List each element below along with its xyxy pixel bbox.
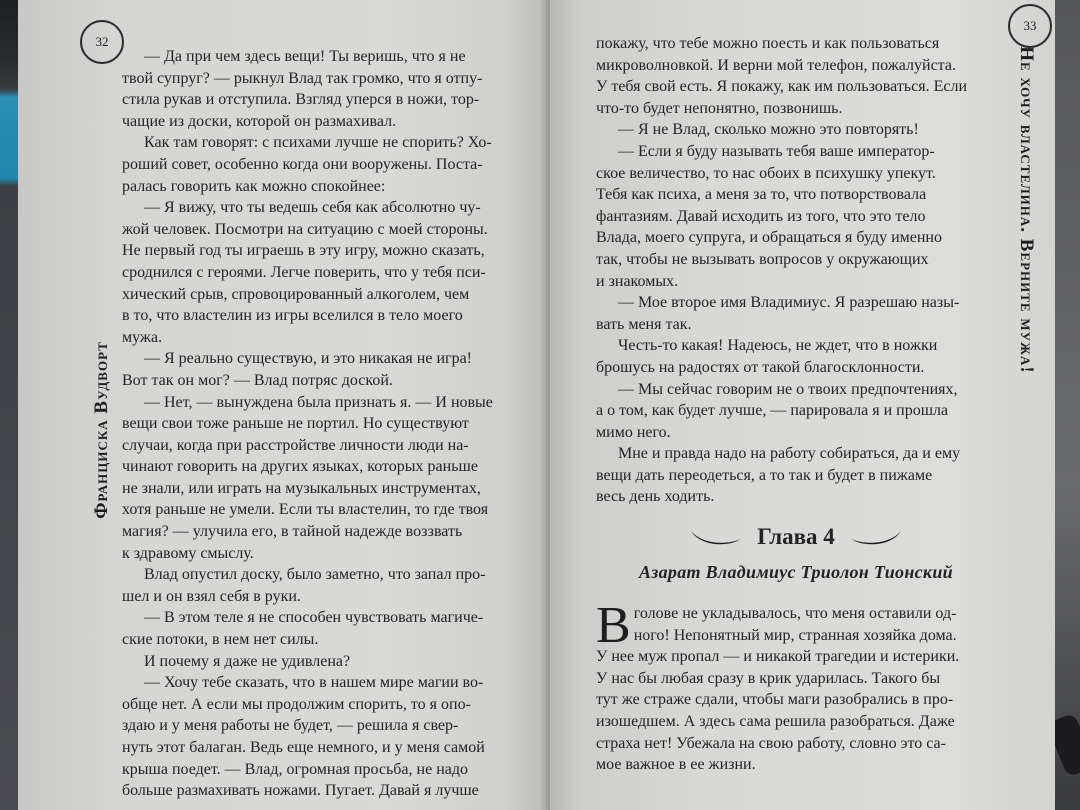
text-line: шел и он взял себя в руки. (122, 587, 301, 605)
text-line: и знакомых. (596, 272, 679, 290)
text-line: мимо него. (596, 423, 671, 441)
text-line: — Нет, — вынуждена была признать я. — И новые (144, 393, 493, 411)
right-running-head-title: Не хочу властелина. Верните мужа! (1016, 46, 1037, 374)
text-line: хический срыв, спровоцированный алкоголем, чем (122, 285, 470, 303)
text-line: вещи дать переодеться, а то так и будет в пижаме (596, 466, 933, 484)
text-line: покажу, что тебе можно поесть и как пользоваться (596, 35, 940, 52)
text-line: брошусь на радостях от такой благосклонности. (596, 358, 925, 376)
left-page-text (122, 46, 514, 802)
right-page-number: 33 (1008, 4, 1052, 48)
text-line: И почему я даже не удивлена? (144, 652, 351, 670)
text-line: мое важное в ее жизни. (596, 756, 756, 774)
text-line: случаи, когда при расстройстве личности люди на- (122, 436, 469, 454)
text-line: — В этом теле я не способен чувствовать магиче- (144, 609, 484, 627)
text-line: Влада, моего супруга, и обращаться я буду именно (596, 229, 942, 247)
text-line: роший совет, особенно когда они вооружены. Поста- (122, 155, 483, 173)
text-line: — Я реально существую, и это никакая не игра! (144, 350, 472, 368)
right-page-text (596, 33, 996, 508)
chapter-text (596, 597, 996, 776)
text-line: жой человек. Посмотри на ситуацию с моей стороны. (122, 220, 488, 238)
text-line: микроволновкой. И верни мой телефон, пожалуйста. (596, 56, 956, 74)
text-line: ское величество, то нас обоих в психушку упекут. (596, 164, 936, 182)
text-line: обще нет. А если мы продолжим спорить, то я опо- (122, 695, 471, 713)
text-line: хотя раньше не умели. Если ты властелин, то где твоя (122, 501, 489, 519)
left-swash-ornament (689, 527, 743, 547)
text-line: так, чтобы не вызывать вопросов у окружающих (596, 250, 929, 268)
text-line: ного! Непонятный мир, странная хозяйка дома. (633, 626, 957, 644)
text-line: весь день ходить. (596, 488, 715, 506)
text-line: к здравому смыслу. (122, 544, 254, 562)
chapter-subtitle: Азарат Владимиус Триолон Тионский (639, 562, 953, 582)
text-line: — Да при чем здесь вещи! Ты веришь, что я не (144, 48, 466, 65)
left-page (18, 0, 550, 810)
text-line: Тебя как психа, а меня за то, что потворствовала (596, 186, 927, 204)
text-line: Мне и правда надо на работу собираться, да и ему (618, 445, 961, 463)
text-line: Не первый год ты играешь в эту игру, можно сказать, (122, 242, 485, 260)
right-page (550, 0, 1055, 810)
text-line: фантазиям. Давай исходить из того, что это тело (596, 207, 926, 225)
text-line: ралась говорить как можно спокойнее: (122, 177, 386, 195)
text-line: крыша поедет. — Влад, огромная просьба, не надо (122, 760, 468, 778)
text-line: — Я не Влад, сколько можно это повторять! (618, 121, 919, 139)
text-line: чащие из доски, которой он размахивал. (122, 112, 397, 130)
text-line: мужа. (122, 328, 163, 346)
drop-cap: В (596, 597, 631, 654)
chapter-heading (596, 524, 996, 583)
text-line: — Я вижу, что ты ведешь себя как абсолютно чу- (144, 199, 481, 217)
text-line: Влад опустил доску, было заметно, что запал про- (144, 566, 486, 584)
text-line: — Если я буду называть тебя ваше император- (618, 142, 935, 160)
text-line: чинают говорить на других языках, которых раньше (122, 458, 478, 476)
text-line: сроднился с героями. Легче поверить, что у тебя пси- (122, 263, 486, 281)
text-line: вать меня так. (596, 315, 692, 333)
text-line: что-то будет непонятно, позвонишь. (596, 99, 843, 117)
text-line: магия? — улучила его, в тайной надежде воззвать (122, 523, 463, 541)
text-line: Вот так он мог? — Влад потряс доской. (122, 371, 393, 389)
text-line: — Мое второе имя Владимиус. Я разрешаю назы- (618, 294, 960, 312)
left-running-head-author: Франциска Вудворт (91, 341, 112, 519)
text-line: вещи свои тоже раньше не портил. Но существуют (122, 415, 469, 433)
text-line: У тебя свой есть. Я покажу, как им пользоваться. Если (596, 78, 967, 96)
left-page-number: 32 (80, 20, 124, 64)
text-line: тут же страже сдали, чтобы маги разобрались в про- (596, 691, 954, 709)
text-line: не знали, или играть на музыкальных инструментах, (122, 479, 481, 497)
text-line: страха нет! Убежала на свою работу, словно это са- (596, 734, 946, 752)
text-line: Как там говорят: с психами лучше не спорить? Хо- (144, 134, 492, 152)
text-line: Честь-то какая! Надеюсь, не ждет, что в ножки (618, 337, 938, 355)
text-line: стила рукав и отступила. Взгляд уперся в ножи, тор- (122, 91, 480, 109)
text-line: У нее муж пропал — и никакой трагедии и истерики. (596, 648, 960, 666)
text-line: нуть этот балаган. Ведь еще немного, и у меня самой (122, 739, 485, 756)
chapter-title: Глава 4 (757, 524, 835, 549)
text-line: ские потоки, в нем нет силы. (122, 631, 319, 649)
text-line: голове не укладывалось, что меня оставили од- (633, 605, 957, 622)
right-swash-ornament (849, 527, 903, 547)
text-line: твой супруг? — рыкнул Влад так громко, что я отпу- (122, 69, 483, 87)
text-line: У нас бы любая сразу в крик ударилась. Такого бы (596, 669, 941, 687)
text-line: изошедшем. А здесь сама решила разобраться. Даже (596, 712, 955, 730)
text-line: — Мы сейчас говорим не о твоих предпочтениях, (618, 380, 958, 398)
text-line: больше размахивать ножами. Пугает. Давай я лучше (122, 782, 479, 800)
text-line: а о том, как будет лучше, — парировала я и прошла (596, 402, 949, 420)
text-line: — Хочу тебе сказать, что в нашем мире магии во- (144, 674, 484, 692)
text-line: в то, что властелин из игры вселился в тело моего (122, 307, 463, 325)
text-line: здаю и у меня работы не будет, — решила я свер- (122, 717, 459, 735)
